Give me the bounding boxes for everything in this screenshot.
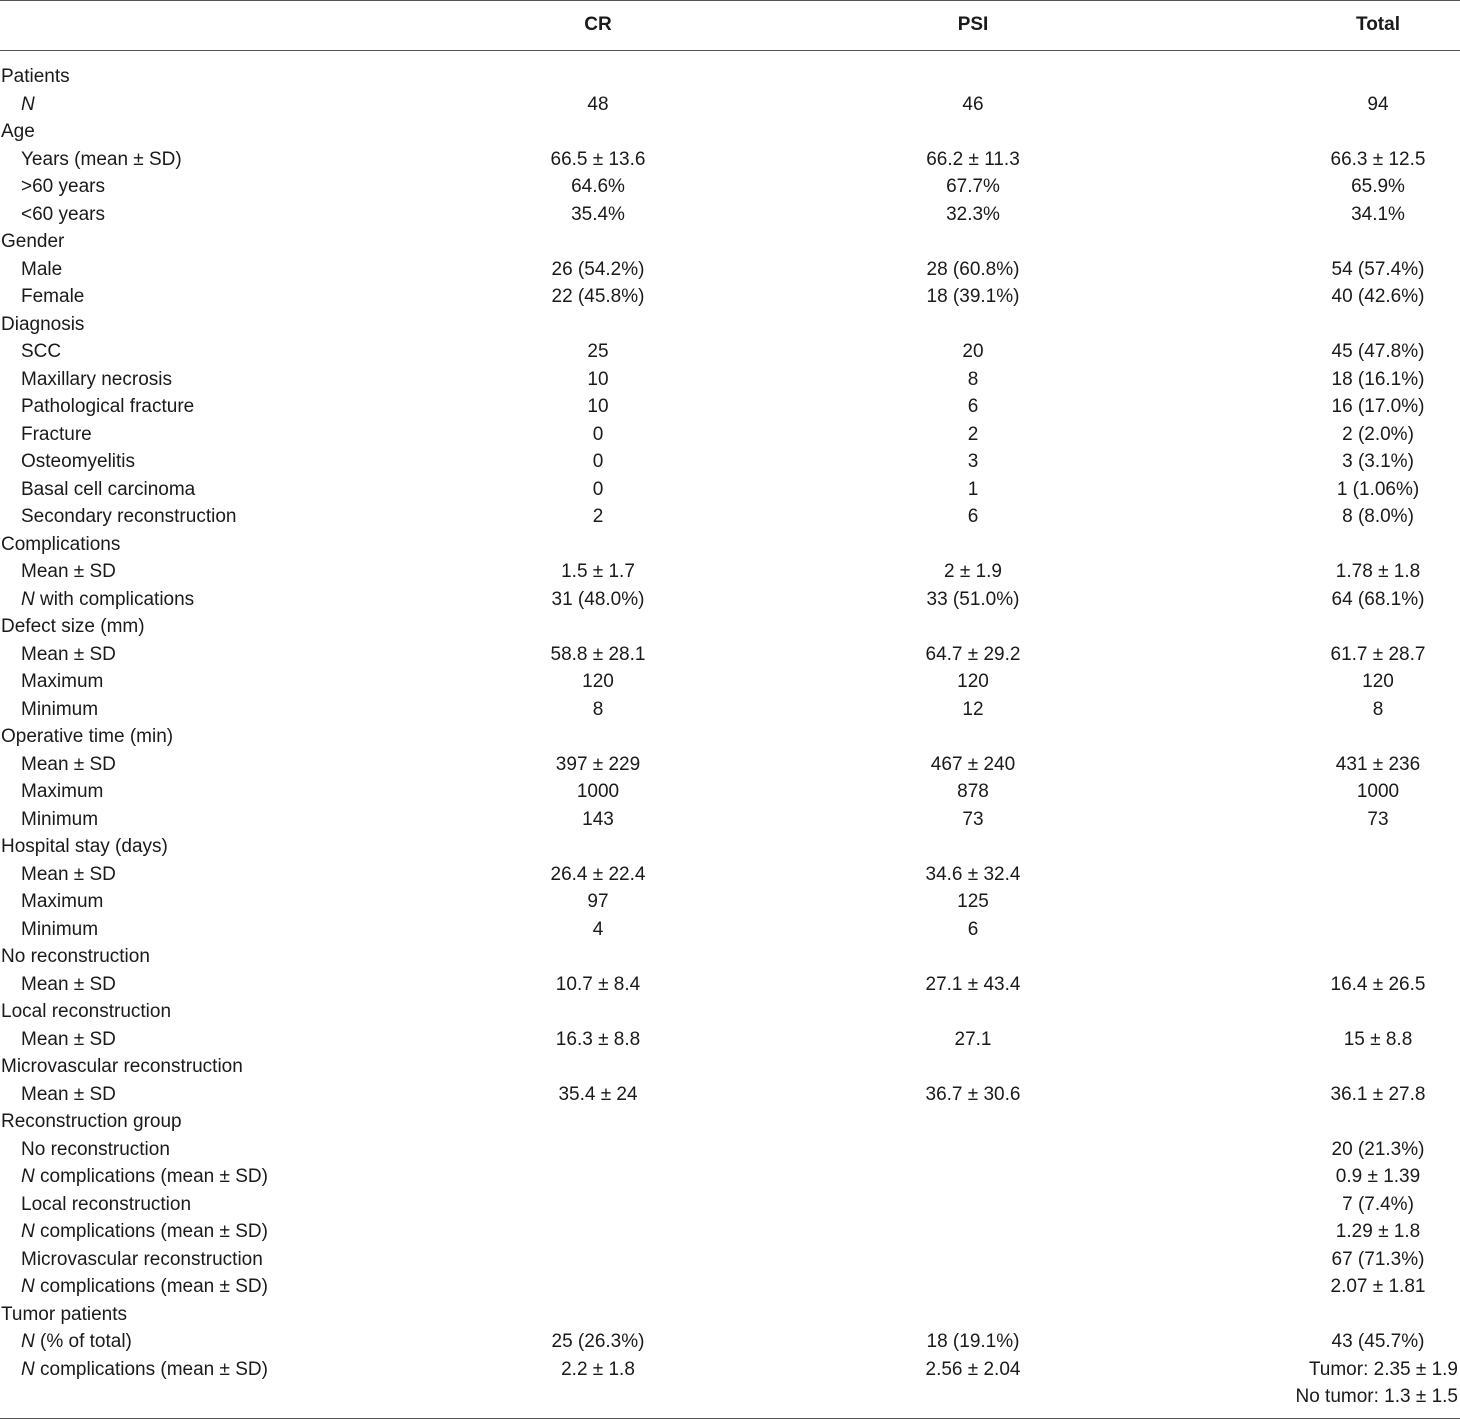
row-label: Maxillary necrosis [21,368,172,390]
section-label: Local reconstruction [1,1001,172,1022]
row-label: Mean ± SD [21,1028,116,1050]
cell-cr: 143 [582,808,614,830]
row-label: Female [21,286,85,307]
cell-total: 431 ± 236 [1335,753,1421,775]
row-label [21,1163,268,1191]
row-label: >60 years [21,176,105,197]
cell-psi: 6 [967,506,979,527]
row-label: Mean ± SD [21,863,116,885]
column-header-psi: PSI [957,14,989,35]
cell-cr: 48 [587,93,609,115]
column-header-cr: CR [584,14,612,35]
table-body [0,63,1460,1411]
table-row [0,1383,1460,1411]
row-label: Years (mean ± SD) [21,148,182,170]
row-label-italic-n: N [21,1166,35,1187]
cell-total: 64 (68.1%) [1331,588,1425,610]
row-label: Minimum [21,918,99,940]
row-label [21,1273,268,1301]
cell-total: 1.29 ± 1.8 [1335,1221,1421,1242]
cell-cr: 1.5 ± 1.7 [561,561,635,582]
row-label: Mean ± SD [21,561,116,582]
row-label [21,1356,268,1384]
table-row [0,971,1460,999]
cell-psi: 27.1 ± 43.4 [925,973,1021,995]
table-row [0,503,1460,531]
row-label: Mean ± SD [21,643,116,665]
cell-psi: 73 [962,808,984,830]
table-row [0,668,1460,696]
table-row [0,476,1460,504]
cell-total: 7 (7.4%) [1342,1193,1414,1215]
section-label: Defect size (mm) [1,616,145,637]
section-label: Microvascular reconstruction [1,1056,243,1077]
row-label: Pathological fracture [21,396,195,417]
cell-total: 67 (71.3%) [1331,1248,1425,1270]
cell-psi: 120 [957,671,989,692]
cell-psi: 125 [957,891,989,912]
row-label: Minimum [21,698,99,720]
cell-cr: 397 ± 229 [555,753,641,775]
table-section-row [0,723,1460,751]
table-row [0,1191,1460,1219]
cell-total: 45 (47.8%) [1331,341,1425,362]
table-row [0,91,1460,119]
cell-total: No tumor: 1.3 ± 1.5 [1295,1386,1458,1407]
section-label: No reconstruction [1,946,150,967]
cell-cr: 26.4 ± 22.4 [550,863,646,885]
cell-total: 1000 [1356,781,1400,802]
table-row [0,1246,1460,1274]
cell-total: 120 [1362,671,1394,692]
cell-psi: 2.56 ± 2.04 [925,1358,1021,1380]
section-label: Tumor patients [1,1303,128,1325]
table-row [0,586,1460,614]
table-section-row [0,228,1460,256]
cell-cr: 2.2 ± 1.8 [561,1358,635,1380]
row-label: Osteomyelitis [21,451,136,472]
cell-total: 18 (16.1%) [1331,368,1425,390]
row-label-rest: (% of total) [34,1331,132,1352]
cell-total: 40 (42.6%) [1331,286,1425,307]
table-row [0,861,1460,889]
cell-cr: 64.6% [571,176,625,197]
row-label [21,91,35,119]
table-section-row [0,63,1460,91]
cell-cr: 0 [592,451,604,472]
table-row [0,256,1460,284]
row-label-rest: complications (mean ± SD) [34,1276,268,1297]
table-row [0,338,1460,366]
row-label-rest: complications (mean ± SD) [34,1221,268,1242]
cell-cr: 66.5 ± 13.6 [550,148,646,170]
cell-psi: 2 [967,423,979,445]
row-label: Fracture [21,423,92,445]
section-label: Operative time (min) [1,726,174,747]
cell-cr: 25 (26.3%) [551,1331,645,1352]
cell-cr: 26 (54.2%) [551,258,645,280]
row-label: Mean ± SD [21,1083,116,1105]
section-label: Complications [1,533,121,555]
cell-cr: 8 [592,698,604,720]
cell-psi: 8 [967,368,979,390]
column-header-total: Total [1356,14,1400,35]
cell-total: 66.3 ± 12.5 [1330,148,1426,170]
row-label-rest: complications (mean ± SD) [34,1166,268,1187]
row-label: SCC [21,341,62,362]
table-section-row [0,998,1460,1026]
section-label: Hospital stay (days) [1,836,168,857]
cell-cr: 10 [587,368,609,390]
section-label: Age [1,121,35,142]
table-row [0,1356,1460,1384]
cell-psi: 1 [967,478,979,500]
row-label [21,1218,268,1246]
cell-psi: 18 (39.1%) [926,286,1020,307]
table-row [0,1328,1460,1356]
row-label-rest: with complications [34,588,195,610]
cell-cr: 4 [592,918,604,940]
cell-total: 15 ± 8.8 [1343,1028,1413,1050]
cell-cr: 25 [587,341,609,362]
cell-total: 16 (17.0%) [1331,396,1425,417]
table-header [0,0,1460,50]
row-label-italic-n: N [21,1331,35,1352]
cell-cr: 120 [582,671,614,692]
table-section-row [0,311,1460,339]
row-label: Mean ± SD [21,973,116,995]
table-row [0,751,1460,779]
row-label [21,1328,132,1356]
row-label: No reconstruction [21,1138,170,1160]
table-row [0,1273,1460,1301]
cell-total: 73 [1367,808,1389,830]
row-label: Male [21,258,63,280]
cell-total: 3 (3.1%) [1342,451,1414,472]
table-section-row [0,531,1460,559]
cell-psi: 28 (60.8%) [926,258,1020,280]
table-row [0,201,1460,229]
cell-cr: 97 [587,891,609,912]
row-label-italic-n: N [21,1358,35,1380]
row-label: Maximum [21,781,104,802]
cell-psi: 36.7 ± 30.6 [925,1083,1021,1105]
table-row [0,1163,1460,1191]
table-section-row [0,1108,1460,1136]
cell-psi: 6 [967,918,979,940]
cell-total: 65.9% [1351,176,1405,197]
row-label-italic-n: N [21,588,35,610]
table-section-row [0,943,1460,971]
table-row [0,173,1460,201]
cell-total: 8 [1372,698,1384,720]
cell-total: 1.78 ± 1.8 [1335,561,1421,582]
cell-total: Tumor: 2.35 ± 1.9 [1308,1358,1458,1380]
table-row [0,1081,1460,1109]
row-label-italic-n: N [21,93,35,115]
cell-psi: 33 (51.0%) [926,588,1020,610]
cell-total: 2 (2.0%) [1342,423,1414,445]
header-divider-rule [0,50,1460,51]
table-row [0,448,1460,476]
table-row [0,888,1460,916]
cell-psi: 12 [962,698,984,720]
section-label: Gender [1,231,65,252]
cell-psi: 46 [962,93,984,115]
cell-cr: 35.4 ± 24 [558,1083,638,1105]
table-row [0,1218,1460,1246]
table-row [0,916,1460,944]
cell-cr: 31 (48.0%) [551,588,645,610]
cell-psi: 20 [962,341,984,362]
cell-psi: 18 (19.1%) [926,1331,1020,1352]
row-label: Minimum [21,808,99,830]
row-label: <60 years [21,203,105,225]
cell-cr: 16.3 ± 8.8 [555,1028,641,1050]
cell-psi: 34.6 ± 32.4 [925,863,1021,885]
table-section-row [0,833,1460,861]
table-row [0,421,1460,449]
section-label: Patients [1,66,70,87]
table-section-row [0,613,1460,641]
table-row [0,778,1460,806]
cell-total: 16.4 ± 26.5 [1330,973,1426,995]
table-row [0,393,1460,421]
cell-psi: 3 [967,451,979,472]
row-label: Mean ± SD [21,753,116,775]
cell-cr: 10.7 ± 8.4 [555,973,641,995]
row-label: Basal cell carcinoma [21,478,196,500]
cell-cr: 0 [592,423,604,445]
cell-total: 20 (21.3%) [1331,1138,1425,1160]
row-label [21,586,194,614]
row-label: Secondary reconstruction [21,506,237,527]
table-bottom-rule [0,1418,1460,1419]
cell-total: 8 (8.0%) [1342,506,1414,527]
row-label-italic-n: N [21,1276,35,1297]
table-row [0,366,1460,394]
cell-psi: 27.1 [954,1028,992,1050]
table-section-row [0,1301,1460,1329]
cell-cr: 22 (45.8%) [551,286,645,307]
cell-total: 94 [1367,93,1389,115]
table-row [0,146,1460,174]
table-row [0,283,1460,311]
table-row [0,696,1460,724]
row-label: Maximum [21,891,104,912]
cell-total: 61.7 ± 28.7 [1330,643,1426,665]
row-label: Local reconstruction [21,1193,192,1215]
row-label: Maximum [21,671,104,692]
table-row [0,641,1460,669]
cell-psi: 67.7% [946,176,1000,197]
cell-cr: 10 [587,396,609,417]
row-label-italic-n: N [21,1221,35,1242]
row-label: Microvascular reconstruction [21,1248,263,1270]
table-row [0,806,1460,834]
table-row [0,1026,1460,1054]
cell-psi: 6 [967,396,979,417]
cell-psi: 66.2 ± 11.3 [926,148,1020,170]
cell-psi: 64.7 ± 29.2 [925,643,1021,665]
cell-total: 36.1 ± 27.8 [1330,1083,1426,1105]
cell-total: 34.1% [1351,203,1405,225]
cell-psi: 878 [957,781,989,802]
cell-psi: 2 ± 1.9 [944,561,1002,582]
table-row [0,1136,1460,1164]
cell-cr: 1000 [576,781,620,802]
table-section-row [0,118,1460,146]
cell-total: 2.07 ± 1.81 [1330,1276,1426,1297]
cell-cr: 0 [592,478,604,500]
section-label: Reconstruction group [1,1111,182,1132]
cell-total: 1 (1.06%) [1336,478,1420,500]
cell-total: 43 (45.7%) [1331,1331,1425,1352]
table-row [0,558,1460,586]
cell-psi: 32.3% [946,203,1000,225]
cell-cr: 2 [592,506,604,527]
cell-total: 54 (57.4%) [1331,258,1425,280]
row-label-rest: complications (mean ± SD) [34,1358,268,1380]
section-label: Diagnosis [1,313,85,335]
cell-total: 0.9 ± 1.39 [1335,1166,1421,1187]
cell-cr: 58.8 ± 28.1 [550,643,646,665]
table-section-row [0,1053,1460,1081]
cell-psi: 467 ± 240 [930,753,1016,775]
cell-cr: 35.4% [571,203,625,225]
